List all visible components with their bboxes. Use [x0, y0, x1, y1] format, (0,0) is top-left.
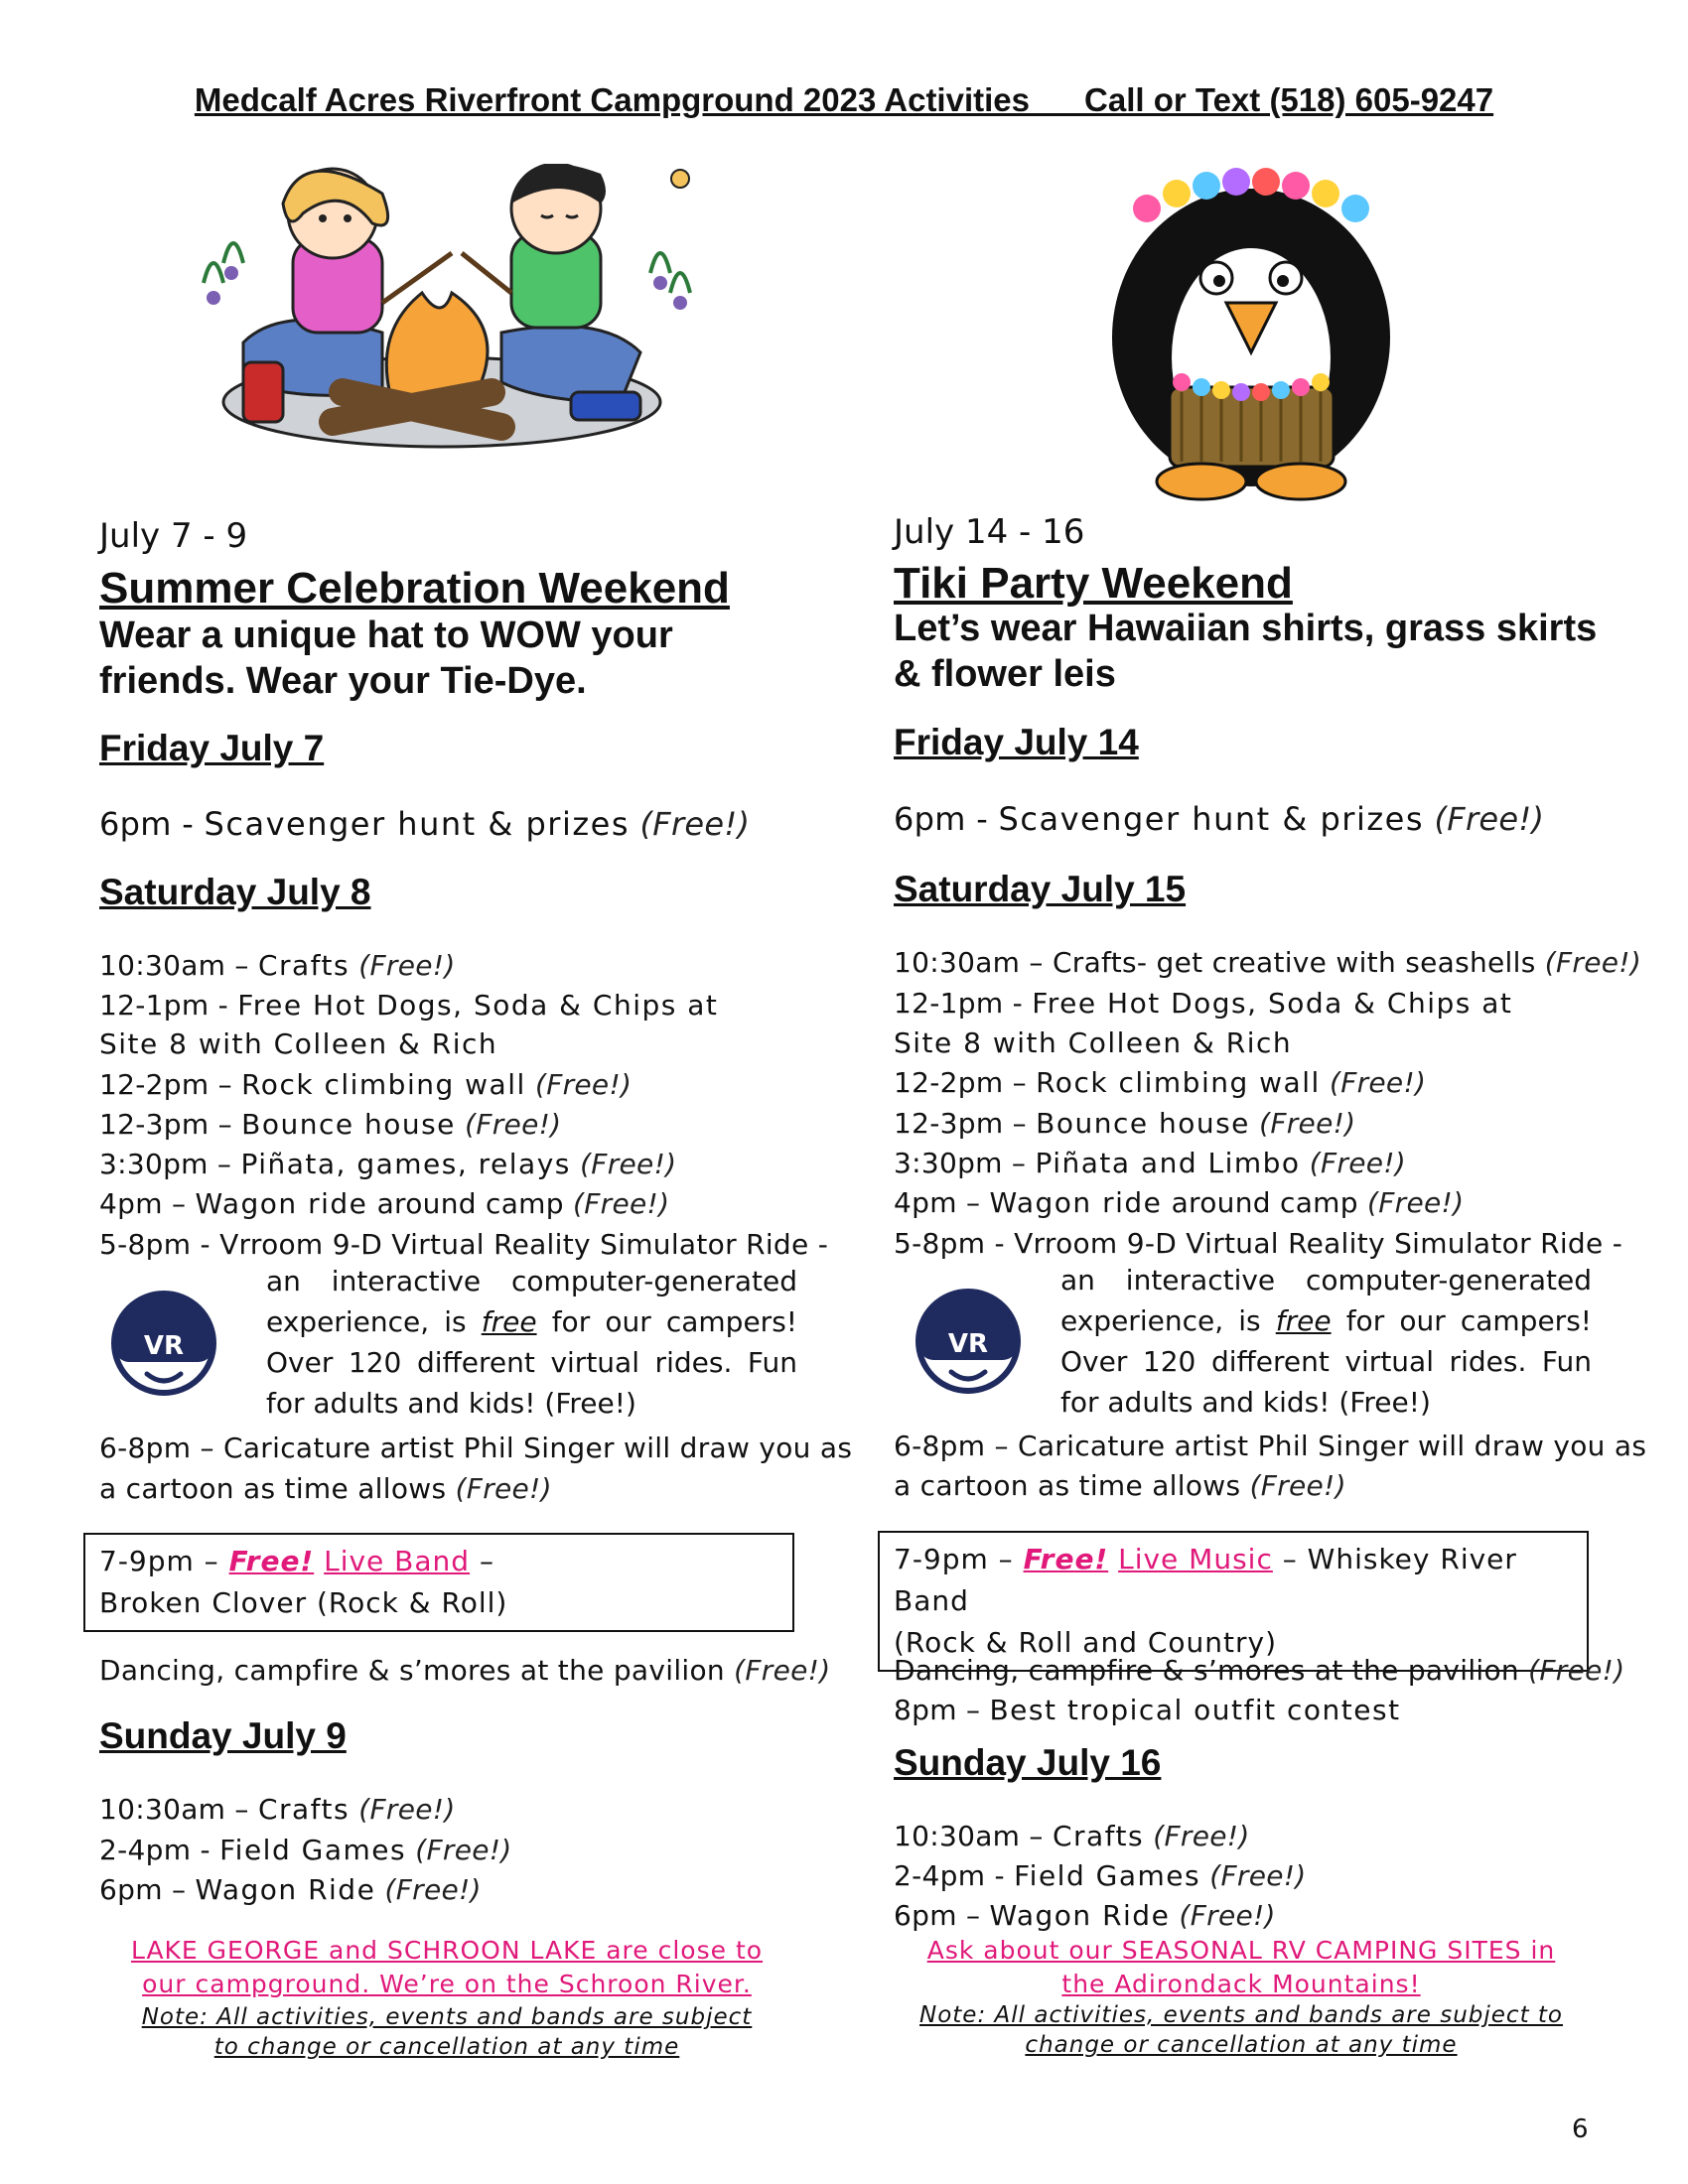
list-item: 6-8pm – Caricature artist Phil Singer will draw you as	[99, 1432, 853, 1464]
list-item: 12-3pm – Bounce house (Free!)	[99, 1108, 562, 1141]
header-phone: Call or Text (518) 605-9247	[1084, 81, 1494, 118]
hula-penguin-illustration	[1092, 164, 1410, 506]
left-date-range: July 7 - 9	[99, 516, 248, 556]
list-item: 2-4pm - Field Games (Free!)	[894, 1859, 1307, 1892]
vr-icon-label: VR	[947, 1329, 989, 1359]
list-item: 4pm – Wagon ride around camp (Free!)	[894, 1186, 1465, 1219]
right-sunday-heading: Sunday July 16	[894, 1742, 1162, 1783]
list-item: 5-8pm - Vrroom 9-D Virtual Reality Simulator Ride -	[894, 1227, 1623, 1260]
right-footer-note: Note: All activities, events and bands are subject to change or cancellation at any time	[919, 2002, 1563, 2058]
list-item: 10:30am – Crafts (Free!)	[99, 1793, 456, 1826]
list-item: 3:30pm – Piñata, games, relays (Free!)	[99, 1148, 677, 1180]
right-saturday-heading: Saturday July 15	[894, 869, 1187, 909]
list-item: Dancing, campfire & s’mores at the pavilion (Free!)	[99, 1654, 831, 1687]
header-title: Medcalf Acres Riverfront Campground 2023 Activities	[194, 81, 1030, 118]
list-item: 6pm – Wagon Ride (Free!)	[894, 1899, 1276, 1932]
list-item: a cartoon as time allows (Free!)	[894, 1469, 1346, 1502]
list-item: Site 8 with Colleen & Rich	[99, 1027, 498, 1060]
left-friday-item: 6pm - Scavenger hunt & prizes (Free!)	[99, 805, 751, 843]
right-friday-item: 6pm - Scavenger hunt & prizes (Free!)	[894, 800, 1545, 838]
list-item: 12-2pm – Rock climbing wall (Free!)	[99, 1068, 633, 1101]
right-friday-heading: Friday July 14	[894, 722, 1139, 762]
vr-icon-label: VR	[143, 1331, 185, 1361]
page-number: 6	[1572, 2115, 1589, 2144]
list-item: 6pm – Wagon Ride (Free!)	[99, 1873, 482, 1906]
left-friday-heading: Friday July 7	[99, 728, 325, 768]
page-header	[0, 81, 1688, 119]
list-item: 8pm – Best tropical outfit contest	[894, 1694, 1401, 1726]
live-band-box	[878, 1531, 1589, 1672]
right-footer-promo: Ask about our SEASONAL RV CAMPING SITES in the Adirondack Mountains!	[926, 1936, 1556, 1998]
vr-headset-icon	[109, 1289, 218, 1398]
right-event-title: Tiki Party Weekend	[894, 559, 1293, 608]
list-item: Site 8 with Colleen & Rich	[894, 1026, 1293, 1059]
list-item: 10:30am – Crafts (Free!)	[99, 949, 456, 982]
list-item: 12-1pm - Free Hot Dogs, Soda & Chips at	[894, 987, 1513, 1020]
band-line-1: 7-9pm – Free! Live Music – Whiskey River Band	[894, 1543, 1517, 1617]
vr-description: an interactive computer-generated experience, is free for our campers! Over 120 different virtual rides. Fun for adults and kids! (Free!)	[1060, 1264, 1593, 1419]
band-line-2: Broken Clover (Rock & Roll)	[99, 1586, 508, 1619]
left-footer-promo: LAKE GEORGE and SCHROON LAKE are close to our campground. We’re on the Schroon River.	[130, 1936, 764, 1998]
list-item: 12-1pm - Free Hot Dogs, Soda & Chips at	[99, 989, 719, 1022]
band-line-2: (Rock & Roll and Country)	[894, 1626, 1278, 1659]
left-footer-note: Note: All activities, events and bands are subject to change or cancellation at any time	[141, 2004, 753, 2060]
left-saturday-heading: Saturday July 8	[99, 872, 371, 912]
list-item: 10:30am – Crafts- get creative with seashells (Free!)	[894, 946, 1642, 979]
list-item: 10:30am – Crafts (Free!)	[894, 1820, 1250, 1852]
left-event-subtitle: Wear a unique hat to WOW your friends. Wear your Tie-Dye.	[99, 614, 673, 702]
list-item: 5-8pm - Vrroom 9-D Virtual Reality Simulator Ride -	[99, 1228, 829, 1261]
right-date-range: July 14 - 16	[894, 512, 1085, 552]
vr-description: an interactive computer-generated experience, is free for our campers! Over 120 different virtual rides. Fun for adults and kids! (Free!)	[266, 1265, 798, 1420]
left-event-title: Summer Celebration Weekend	[99, 564, 730, 613]
list-item: 6-8pm – Caricature artist Phil Singer will draw you as	[894, 1430, 1647, 1462]
right-event-subtitle: Let’s wear Hawaiian shirts, grass skirts & flower leis	[894, 608, 1598, 695]
list-item: a cartoon as time allows (Free!)	[99, 1472, 552, 1505]
live-band-box	[83, 1533, 794, 1632]
list-item: 4pm – Wagon ride around camp (Free!)	[99, 1187, 670, 1220]
band-line-1: 7-9pm – Free! Live Band –	[99, 1545, 494, 1577]
list-item: 2-4pm - Field Games (Free!)	[99, 1834, 512, 1866]
list-item: 12-2pm – Rock climbing wall (Free!)	[894, 1066, 1427, 1099]
kids-campfire-illustration	[184, 164, 700, 462]
left-sunday-heading: Sunday July 9	[99, 1715, 347, 1756]
list-item: Dancing, campfire & s’mores at the pavilion (Free!)	[894, 1654, 1625, 1687]
list-item: 3:30pm – Piñata and Limbo (Free!)	[894, 1147, 1407, 1179]
vr-headset-icon	[914, 1287, 1023, 1396]
list-item: 12-3pm – Bounce house (Free!)	[894, 1107, 1356, 1140]
